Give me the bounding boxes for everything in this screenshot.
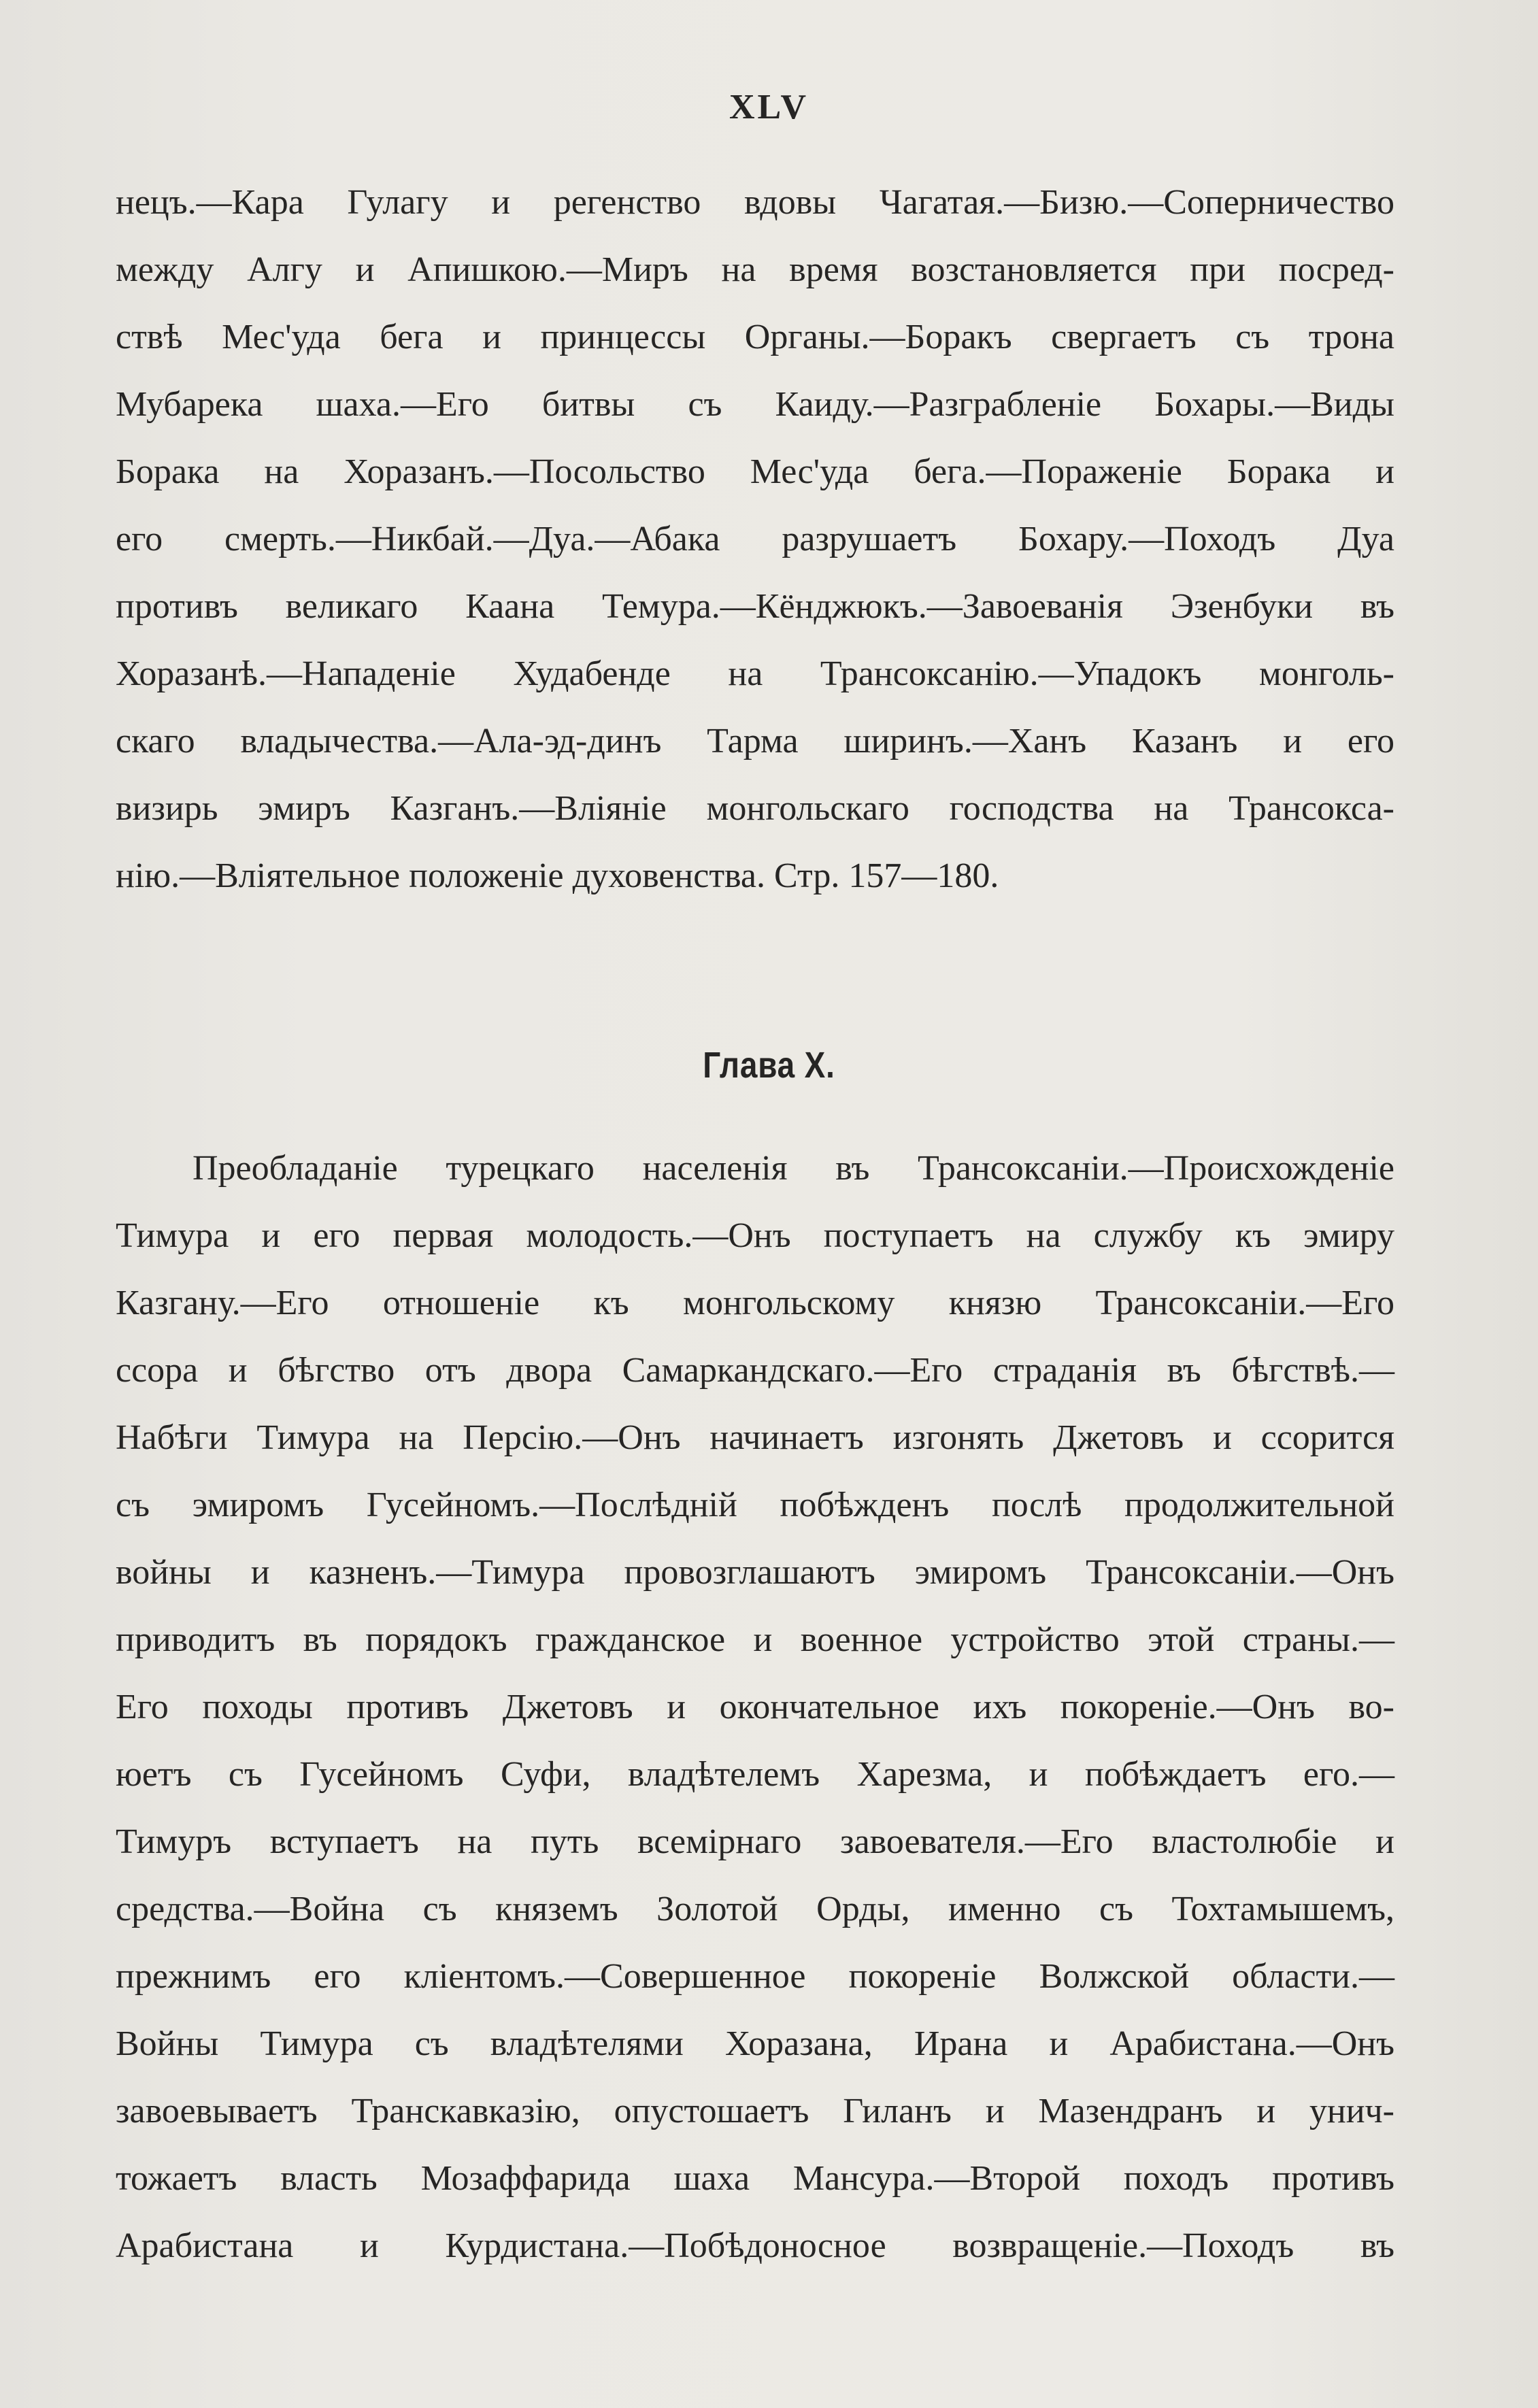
text-line: Тимуръ вступаетъ на путь всемірнаго завоевателя.—Его властолюбіе и: [116, 1822, 1394, 1861]
text-line: ссора и бѣгство отъ двора Самаркандскаго.—Его страданія въ бѣгствѣ.—: [116, 1351, 1394, 1390]
text-line: Набѣги Тимура на Персію.—Онъ начинаетъ изгонять Джетовъ и ссорится: [116, 1418, 1394, 1457]
text-line: Хоразанѣ.—Нападеніе Худабенде на Трансоксанію.—Упадокъ монголь-: [116, 654, 1394, 693]
text-line: съ эмиромъ Гусейномъ.—Послѣдній побѣжденъ послѣ продолжительной: [116, 1486, 1394, 1524]
page-number: XLV: [729, 88, 809, 127]
text-line: Арабистана и Курдистана.—Побѣдоносное возвращеніе.—Походъ въ: [116, 2226, 1394, 2265]
chapter-x-summary-paragraph: [116, 1135, 1394, 2279]
text-line: визирь эмиръ Казганъ.—Вліяніе монгольскаго господства на Трансокса-: [116, 789, 1394, 828]
text-line: нецъ.—Кара Гулагу и регенство вдовы Чагатая.—Бизю.—Соперничество: [116, 183, 1394, 222]
text-line: Преобладаніе турецкаго населенія въ Трансоксаніи.—Происхожденіе: [193, 1149, 1394, 1188]
text-line: между Алгу и Апишкою.—Миръ на время возстановляется при посред-: [116, 250, 1394, 289]
chapter-summary-paragraph: [116, 169, 1394, 909]
text-line: Его походы противъ Джетовъ и окончательное ихъ покореніе.—Онъ во-: [116, 1688, 1394, 1726]
text-line: противъ великаго Каана Темура.—Кёнджюкъ.—Завоеванія Эзенбуки въ: [116, 587, 1394, 626]
text-line: ствѣ Мес'уда бега и принцессы Органы.—Боракъ свергаетъ съ трона: [116, 318, 1394, 356]
text-line: Тимура и его первая молодость.—Онъ поступаетъ на службу къ эмиру: [116, 1216, 1394, 1255]
text-line: тожаетъ власть Мозаффарида шаха Мансура.—Второй походъ противъ: [116, 2159, 1394, 2198]
text-line: войны и казненъ.—Тимура провозглашаютъ эмиромъ Трансоксаніи.—Онъ: [116, 1553, 1394, 1592]
text-line: скаго владычества.—Ала-эд-динъ Тарма ширинъ.—Ханъ Казанъ и его: [116, 722, 1394, 760]
text-line: нію.—Вліятельное положеніе духовенства. Стр. 157—180.: [116, 856, 999, 895]
text-line: завоевываетъ Транскавказію, опустошаетъ Гиланъ и Мазендранъ и унич-: [116, 2092, 1394, 2130]
text-line: Казгану.—Его отношеніе къ монгольскому князю Трансоксаніи.—Его: [116, 1284, 1394, 1322]
chapter-heading: Глава X.: [703, 1045, 835, 1086]
text-line: приводитъ въ порядокъ гражданское и военное устройство этой страны.—: [116, 1620, 1394, 1659]
text-line: Войны Тимура съ владѣтелями Хоразана, Ирана и Арабистана.—Онъ: [116, 2024, 1394, 2063]
text-line: его смерть.—Никбай.—Дуа.—Абака разрушаетъ Бохару.—Походъ Дуа: [116, 520, 1394, 558]
text-line: средства.—Война съ княземъ Золотой Орды, именно съ Тохтамышемъ,: [116, 1890, 1394, 1928]
text-line: юетъ съ Гусейномъ Суфи, владѣтелемъ Харезма, и побѣждаетъ его.—: [116, 1755, 1394, 1794]
text-line: Борака на Хоразанъ.—Посольство Мес'уда бега.—Пораженіе Борака и: [116, 452, 1394, 491]
text-line: Мубарека шаха.—Его битвы съ Каиду.—Разграбленіе Бохары.—Виды: [116, 385, 1394, 424]
text-line: прежнимъ его кліентомъ.—Совершенное покореніе Волжской области.—: [116, 1957, 1394, 1996]
